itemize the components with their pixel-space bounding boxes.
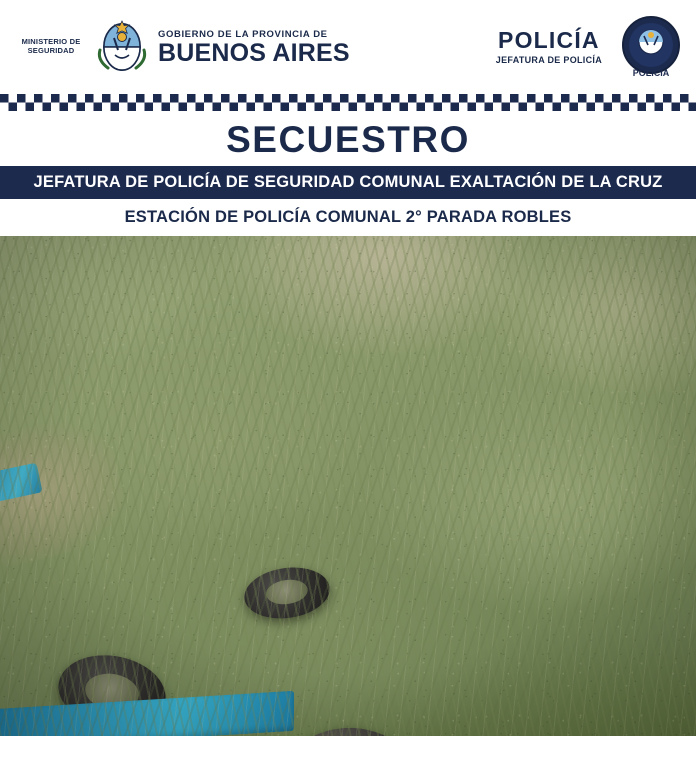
- page-title: SECUESTRO: [226, 119, 470, 160]
- police-subtitle: JEFATURA DE POLICÍA: [495, 55, 602, 65]
- police-title: POLICÍA: [498, 27, 600, 53]
- ministry-line-1: MINISTERIO DE: [21, 37, 81, 47]
- subtitle-secondary: ESTACIÓN DE POLICÍA COMUNAL 2° PARADA ROBLES: [0, 199, 696, 236]
- government-big-label: BUENOS AIRES: [158, 38, 350, 67]
- ministry-label: [14, 38, 88, 55]
- police-text: [496, 29, 602, 65]
- government-text: [158, 29, 350, 66]
- provincial-coat-of-arms-icon: [94, 16, 150, 78]
- evidence-photo: [0, 236, 696, 736]
- ministry-line-2: SEGURIDAD: [27, 46, 75, 55]
- government-small-label: GOBIERNO DE LA PROVINCIA DE: [158, 28, 328, 40]
- title-band: [0, 111, 696, 166]
- police-badge-icon: [620, 14, 682, 80]
- svg-text:POLICIA: POLICIA: [632, 68, 670, 78]
- government-block: [94, 16, 350, 78]
- checkered-strip: [0, 94, 696, 111]
- header: [0, 0, 696, 94]
- police-block: [496, 14, 682, 80]
- subtitle-primary: JEFATURA DE POLICÍA DE SEGURIDAD COMUNAL EXALTACIÓN DE LA CRUZ: [0, 166, 696, 199]
